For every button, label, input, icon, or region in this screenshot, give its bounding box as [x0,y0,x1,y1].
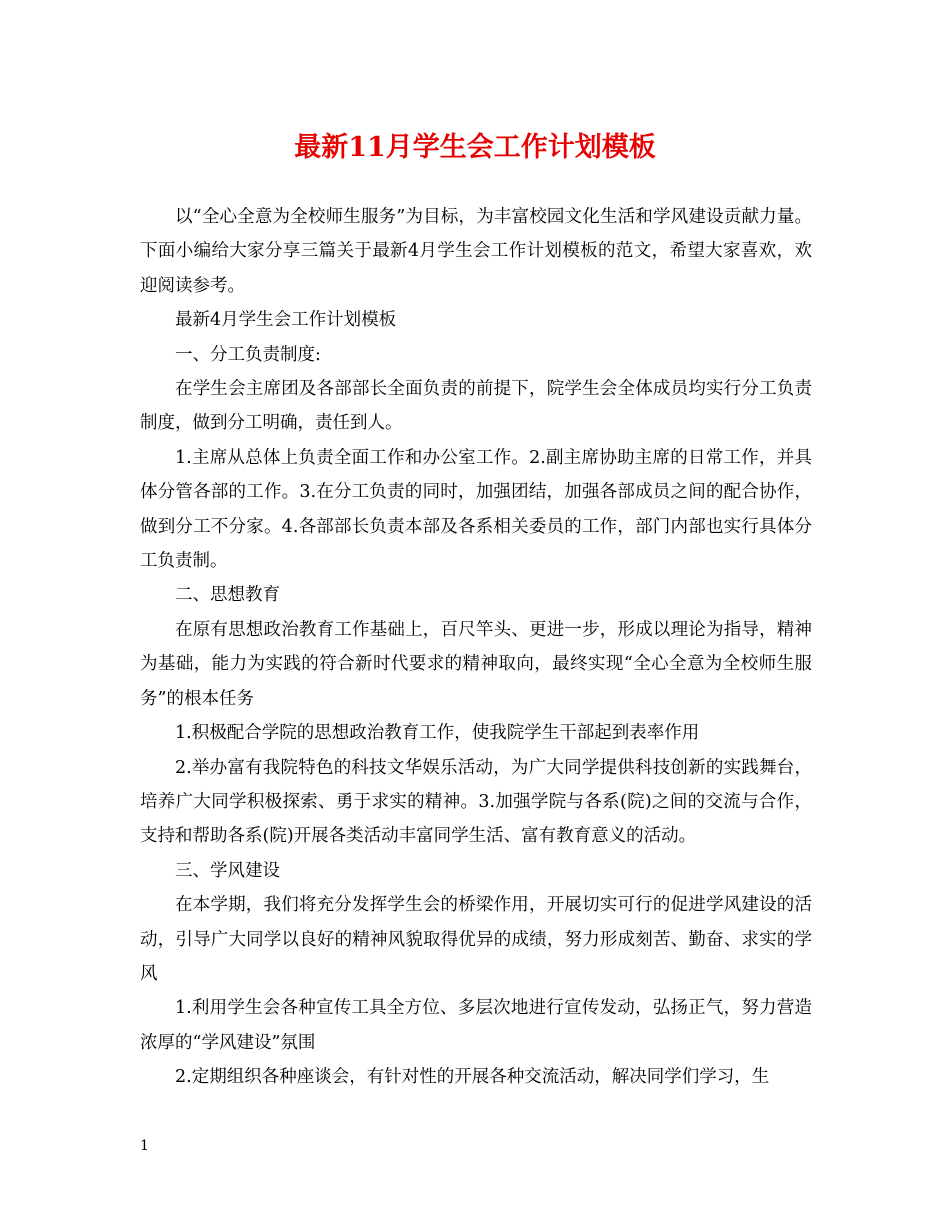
document-title: 最新11月学生会工作计划模板 [294,132,656,163]
paragraph: 2.举办富有我院特色的科技文华娱乐活动，为广大同学提供科技创新的实践舞台，培养广大同学积极探索、勇于求实的精神。3.加强学院与各系(院)之间的交流与合作，支持和帮助各系(院)开展各类活动丰富同学生活、富有教育意义的活动。 [140,757,812,847]
paragraph: 在原有思想政治教育工作基础上，百尺竿头、更进一步，形成以理论为指导，精神为基础，能力为实践的符合新时代要求的精神取向，最终实现“全心全意为全校师生服务”的根本任务 [140,619,812,709]
paragraph: 在学生会主席团及各部部长全面负责的前提下，院学生会全体成员均实行分工负责制度，做到分工明确，责任到人。 [140,379,812,434]
paragraph: 在本学期，我们将充分发挥学生会的桥梁作用，开展切实可行的促进学风建设的活动，引导广大同学以良好的精神风貌取得优异的成绩，努力形成刻苦、勤奋、求实的学风 [140,895,812,984]
section-heading-2: 二、思想教育 [175,585,280,606]
paragraph: 1.主席从总体上负责全面工作和办公室工作。2.副主席协助主席的日常工作，并具体分管各部的工作。3.在分工负责的同时，加强团结，加强各部成员之间的配合协作，做到分工不分家。4.各部部长负责本部及各系相关委员的工作，部门内部也实行具体分工负责制。 [140,447,812,572]
page-number: 1 [140,1138,149,1154]
paragraph: 2.定期组织各种座谈会，有针对性的开展各种交流活动，解决同学们学习，生 [175,1067,770,1088]
paragraph: 1.利用学生会各种宣传工具全方位、多层次地进行宣传发动，弘扬正气，努力营造浓厚的“学风建设”氛围 [140,998,812,1053]
document-body [140,200,812,1095]
paragraph-intro: 以“全心全意为全校师生服务”为目标，为丰富校园文化生活和学风建设贡献力量。下面小编给大家分享三篇关于最新4月学生会工作计划模板的范文，希望大家喜欢，欢迎阅读参考。 [140,207,812,296]
paragraph: 1.积极配合学院的思想政治教育工作，使我院学生干部起到表率作用 [175,723,700,744]
section-heading-1: 一、分工负责制度: [175,344,321,365]
paragraph-subtitle: 最新4月学生会工作计划模板 [175,310,397,331]
section-heading-3: 三、学风建设 [175,860,280,881]
